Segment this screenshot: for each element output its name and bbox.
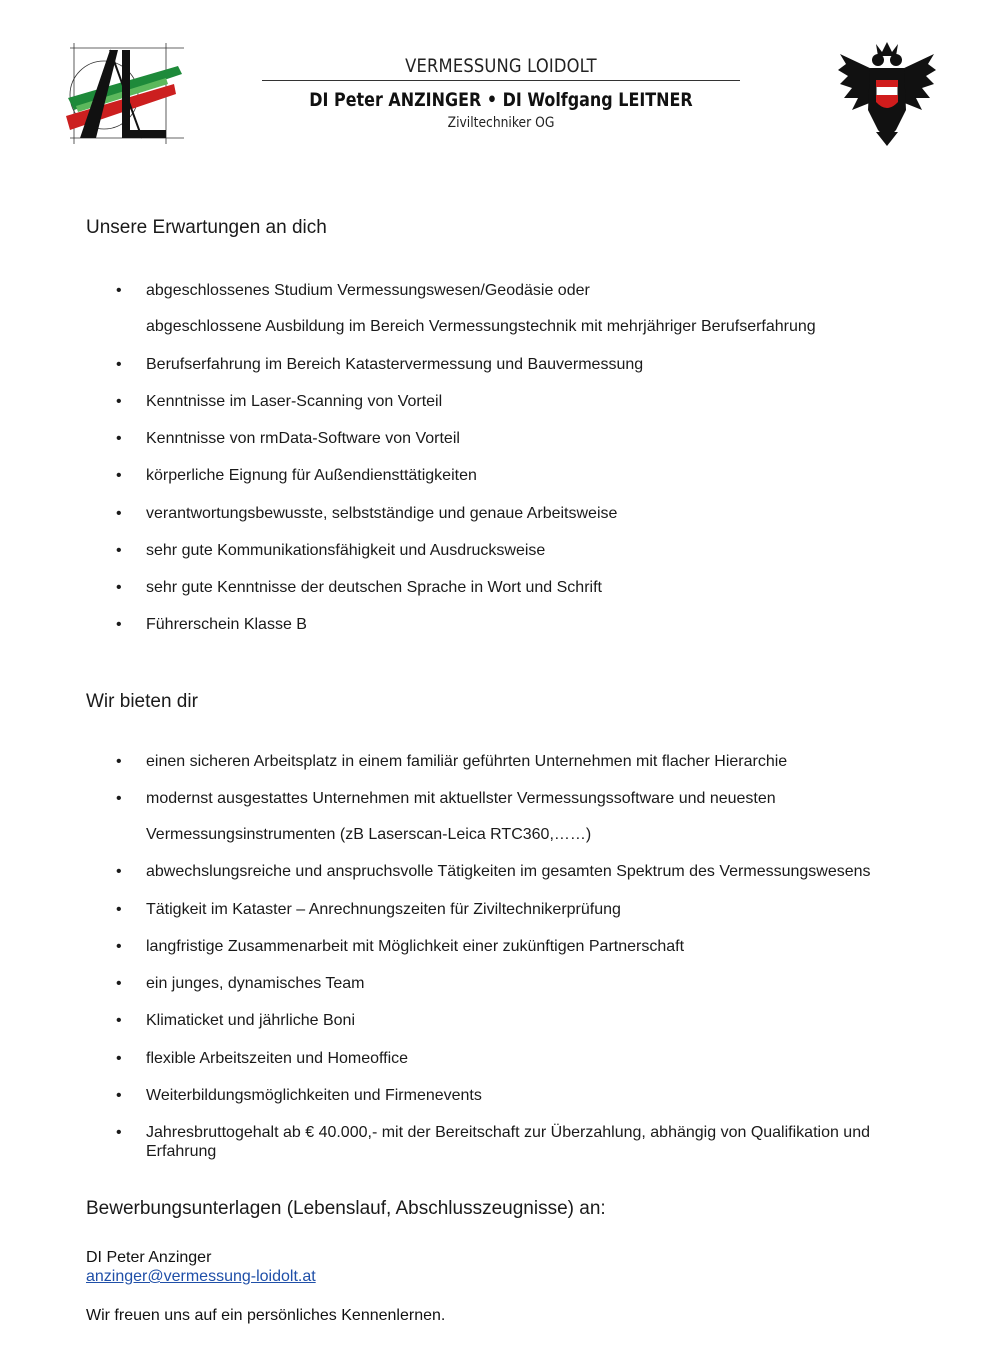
bullet-icon: • (116, 505, 122, 522)
list-item: • abwechslungsreiche und anspruchsvolle Tätigkeiten im gesamten Spektrum des Vermessungswesens (116, 863, 871, 880)
bullet-icon: • (116, 1124, 122, 1141)
contact-name: DI Peter Anzinger (86, 1249, 212, 1266)
bullet-icon: • (116, 282, 122, 299)
bullet-icon: • (116, 542, 122, 559)
application-heading: Bewerbungsunterlagen (Lebenslauf, Abschlusszeugnisse) an: (86, 1198, 606, 1219)
list-item-continuation: Vermessungsinstrumenten (zB Laserscan-Leica RTC360,……) (146, 826, 592, 843)
bullet-icon: • (116, 790, 122, 807)
bullet-icon: • (116, 467, 122, 484)
list-item: • Weiterbildungsmöglichkeiten und Firmenevents (116, 1087, 482, 1104)
list-item: • modernst ausgestattes Unternehmen mit aktuellster Vermessungssoftware und neuesten (116, 790, 776, 807)
bullet-icon: • (116, 1087, 122, 1104)
closing-text: Wir freuen uns auf ein persönliches Kennenlernen. (86, 1307, 446, 1324)
contact-email-link[interactable]: anzinger@vermessung-loidolt.at (86, 1268, 316, 1285)
bullet-icon: • (116, 579, 122, 596)
list-item: • verantwortungsbewusste, selbstständige und genaue Arbeitsweise (116, 505, 618, 522)
bullet-icon: • (116, 1012, 122, 1029)
company-logo (66, 40, 188, 146)
expectations-heading: Unsere Erwartungen an dich (86, 217, 327, 238)
list-item: • sehr gute Kommunikationsfähigkeit und Ausdrucksweise (116, 542, 546, 559)
bullet-icon: • (116, 1050, 122, 1067)
bullet-icon: • (116, 616, 122, 633)
bullet-icon: • (116, 393, 122, 410)
list-item: • Kenntnisse im Laser-Scanning von Vorteil (116, 393, 443, 410)
company-type: Ziviltechniker OG (447, 115, 555, 131)
bullet-icon: • (116, 938, 122, 955)
list-item: • Kenntnisse von rmData-Software von Vorteil (116, 430, 460, 447)
header-divider (262, 80, 740, 81)
bullet-icon: • (116, 430, 122, 447)
bullet-icon: • (116, 901, 122, 918)
bullet-icon: • (116, 975, 122, 992)
list-item-continuation: abgeschlossene Ausbildung im Bereich Vermessungstechnik mit mehrjähriger Berufserfahrung (146, 318, 816, 335)
austrian-eagle-icon (836, 40, 938, 148)
list-item: • Jahresbruttogehalt ab € 40.000,- mit der Bereitschaft zur Überzahlung, abhängig von Qualifikation und Erfahrung (116, 1124, 870, 1160)
list-item: • langfristige Zusammenarbeit mit Möglichkeit einer zukünftigen Partnerschaft (116, 938, 685, 955)
list-item: • sehr gute Kenntnisse der deutschen Sprache in Wort und Schrift (116, 579, 602, 596)
list-item: • Tätigkeit im Kataster – Anrechnungszeiten für Ziviltechnikerprüfung (116, 901, 621, 918)
firm-name: VERMESSUNG LOIDOLT (405, 55, 597, 77)
offer-heading: Wir bieten dir (86, 691, 198, 712)
list-item: • flexible Arbeitszeiten und Homeoffice (116, 1050, 409, 1067)
list-item: • Führerschein Klasse B (116, 616, 307, 633)
list-item: • einen sicheren Arbeitsplatz in einem familiär geführten Unternehmen mit flacher Hierarchie (116, 753, 788, 770)
bullet-icon: • (116, 356, 122, 373)
list-item: • abgeschlossenes Studium Vermessungswesen/Geodäsie oder (116, 282, 590, 299)
firm-partners: DI Peter ANZINGER • DI Wolfgang LEITNER (309, 89, 693, 111)
bullet-icon: • (116, 863, 122, 880)
list-item: • Klimaticket und jährliche Boni (116, 1012, 355, 1029)
list-item: • körperliche Eignung für Außendiensttätigkeiten (116, 467, 477, 484)
list-item: • Berufserfahrung im Bereich Katastervermessung und Bauvermessung (116, 356, 644, 373)
bullet-icon: • (116, 753, 122, 770)
list-item: • ein junges, dynamisches Team (116, 975, 365, 992)
